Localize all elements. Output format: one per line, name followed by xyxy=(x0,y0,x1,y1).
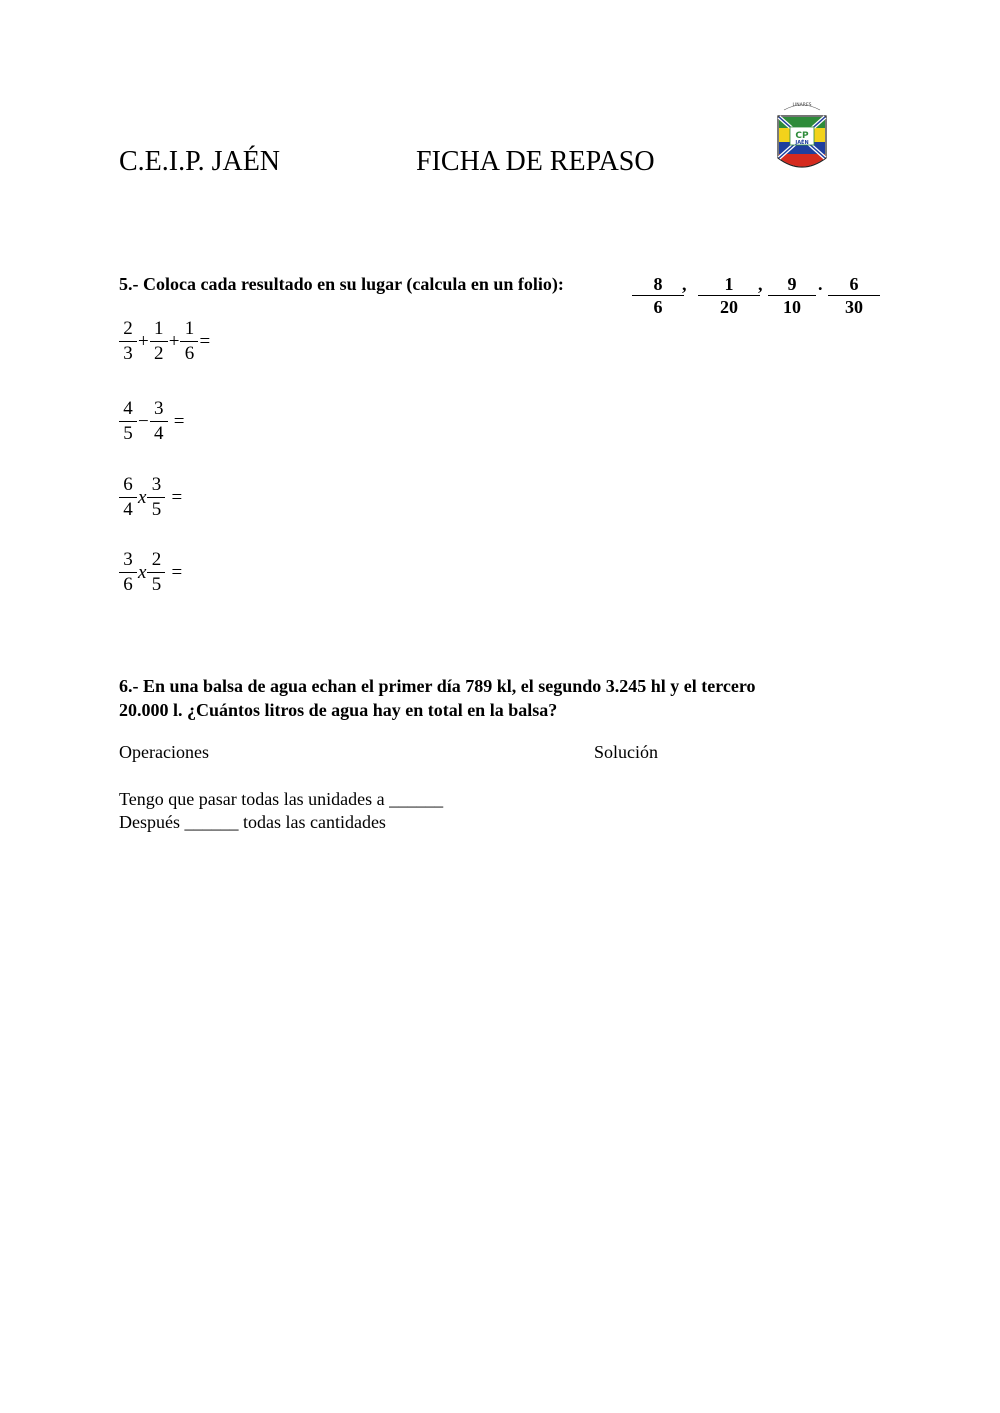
fraction xyxy=(119,549,137,597)
fraction xyxy=(147,474,165,522)
operator: x xyxy=(138,562,147,583)
numerator: 4 xyxy=(119,398,137,422)
school-logo xyxy=(776,98,828,174)
logo-initials: CP xyxy=(795,131,809,141)
solution-label: Solución xyxy=(594,742,659,762)
fraction-expression xyxy=(119,398,185,454)
result-separator: , xyxy=(682,274,687,294)
result-fraction xyxy=(632,274,684,318)
numerator: 6 xyxy=(119,474,137,498)
operator: x xyxy=(138,487,147,508)
denominator: 5 xyxy=(151,574,162,595)
fill-in-line-1: Tengo que pasar todas las unidades a ______ xyxy=(119,789,444,809)
fraction-expression xyxy=(119,474,183,530)
result-denominator: 20 xyxy=(720,297,738,317)
equals-sign: = xyxy=(173,411,185,432)
denominator: 6 xyxy=(123,574,133,595)
school-name: C.E.I.P. JAÉN xyxy=(119,146,281,177)
fraction xyxy=(150,398,168,446)
logo-name: JAÉN xyxy=(795,140,809,146)
operator: + xyxy=(138,331,149,352)
result-denominator: 10 xyxy=(783,297,801,317)
exercise-6-prompt-line-2: 20.000 l. ¿Cuántos litros de agua hay en total en la balsa? xyxy=(119,700,558,720)
exercise-6-prompt xyxy=(119,674,879,722)
numerator: 3 xyxy=(119,549,137,573)
result-numerator: 6 xyxy=(828,274,880,296)
equals-sign: = xyxy=(171,487,183,508)
fraction xyxy=(150,318,168,366)
worksheet-title: FICHA DE REPASO xyxy=(416,146,655,177)
denominator: 4 xyxy=(153,423,164,444)
fill-in-line-2: Después ______ todas las cantidades xyxy=(119,812,386,832)
denominator: 4 xyxy=(123,499,133,520)
operator: − xyxy=(138,411,149,432)
numerator: 2 xyxy=(147,549,165,573)
result-denominator: 30 xyxy=(845,297,863,317)
result-numerator: 8 xyxy=(632,274,684,296)
numerator: 3 xyxy=(150,398,168,422)
fraction xyxy=(147,549,165,597)
result-numerator: 1 xyxy=(698,274,760,296)
fraction xyxy=(180,318,198,366)
result-fraction xyxy=(828,274,880,318)
exercise-6-prompt-line-1: 6.- En una balsa de agua echan el primer día 789 kl, el segundo 3.245 hl y el tercero xyxy=(119,676,756,696)
numerator: 2 xyxy=(119,318,137,342)
fraction xyxy=(119,398,137,446)
equals-sign: = xyxy=(199,331,211,352)
denominator: 3 xyxy=(123,343,133,364)
numerator: 1 xyxy=(180,318,198,342)
operations-label: Operaciones xyxy=(119,742,209,762)
fraction-expression xyxy=(119,549,183,605)
result-numerator: 9 xyxy=(768,274,816,296)
fraction xyxy=(119,318,137,366)
exercise-5-prompt: 5.- Coloca cada resultado en su lugar (calcula en un folio): xyxy=(119,274,564,294)
denominator: 6 xyxy=(184,343,195,364)
result-fraction xyxy=(698,274,760,318)
denominator: 2 xyxy=(153,343,164,364)
result-denominator: 6 xyxy=(653,297,663,317)
numerator: 3 xyxy=(147,474,165,498)
result-separator: , xyxy=(758,274,763,294)
result-fraction xyxy=(768,274,816,318)
school-crest-icon xyxy=(776,98,828,174)
operator: + xyxy=(168,331,180,352)
numerator: 1 xyxy=(150,318,168,342)
logo-ring-text: LINARES xyxy=(792,103,812,108)
denominator: 5 xyxy=(123,423,133,444)
fraction-expression xyxy=(119,318,211,374)
result-separator: . xyxy=(818,274,823,294)
equals-sign: = xyxy=(171,562,183,583)
denominator: 5 xyxy=(151,499,162,520)
fraction xyxy=(119,474,137,522)
